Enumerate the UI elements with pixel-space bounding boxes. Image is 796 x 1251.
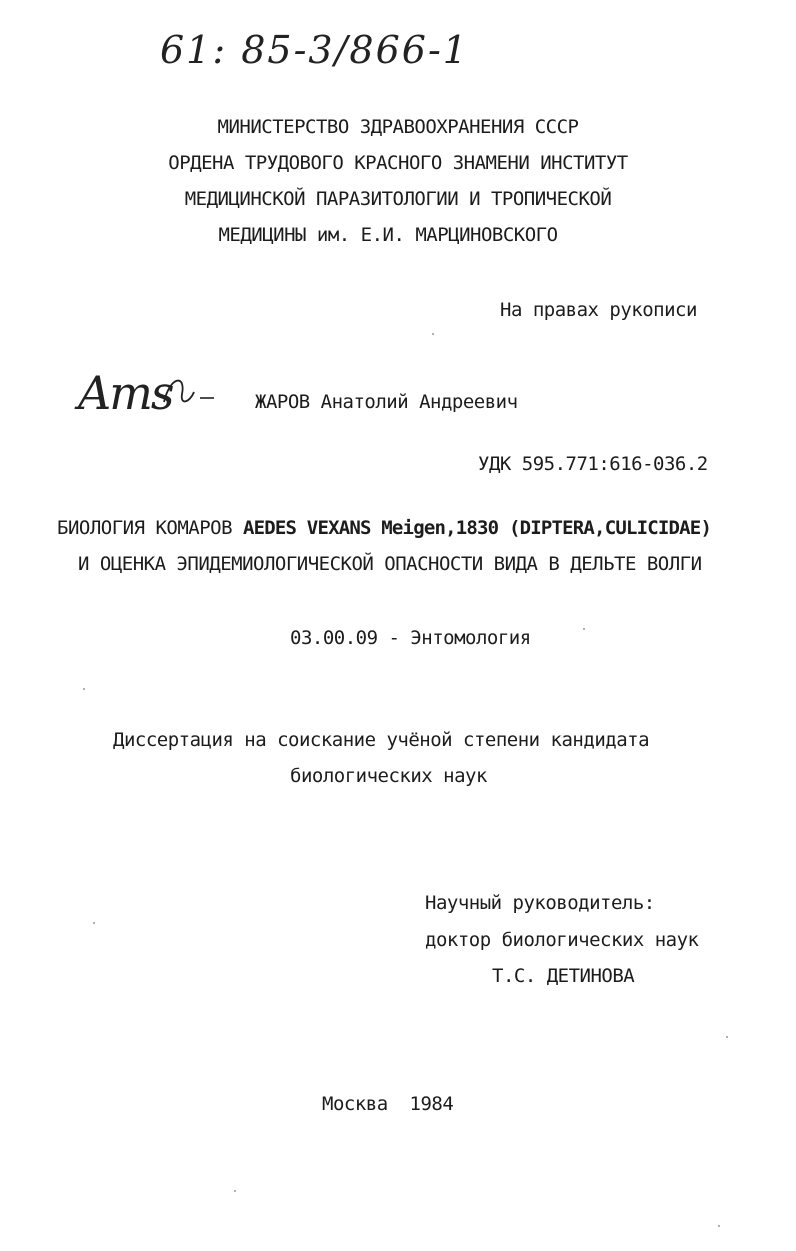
scan-speck bbox=[718, 1225, 720, 1227]
dissertation-line-1: Диссертация на соискание учёной степени кандидата bbox=[113, 729, 650, 751]
author-signature: Ams bbox=[78, 366, 173, 420]
manuscript-rights: На правах рукописи bbox=[500, 299, 697, 321]
institution-line-3: МЕДИЦИНСКОЙ ПАРАЗИТОЛОГИИ И ТРОПИЧЕСКОЙ bbox=[184, 188, 612, 210]
place-year: Москва 1984 bbox=[322, 1093, 454, 1115]
title-prefix: БИОЛОГИЯ КОМАРОВ bbox=[57, 517, 243, 539]
title-latin-name: AEDES VEXANS Meigen,1830 (DIPTERA,CULICIDAE) bbox=[242, 517, 712, 539]
scan-speck bbox=[83, 688, 85, 690]
institution-line-2: ОРДЕНА ТРУДОВОГО КРАСНОГО ЗНАМЕНИ ИНСТИТУТ bbox=[168, 152, 628, 174]
signature-flourish bbox=[160, 372, 220, 412]
scan-speck bbox=[583, 628, 585, 630]
institution-line-4: МЕДИЦИНЫ им. Е.И. МАРЦИНОВСКОГО bbox=[218, 224, 558, 246]
supervisor-label: Научный руководитель: bbox=[425, 892, 655, 914]
author-name: ЖАРОВ Анатолий Андреевич bbox=[255, 391, 518, 413]
specialty: 03.00.09 - Энтомология bbox=[290, 627, 531, 649]
archive-number: 61: 85-3/866-1 bbox=[160, 28, 469, 72]
scan-speck bbox=[432, 333, 434, 335]
supervisor-name: Т.С. ДЕТИНОВА bbox=[492, 965, 635, 987]
title-line-2: И ОЦЕНКА ЭПИДЕМИОЛОГИЧЕСКОЙ ОПАСНОСТИ ВИДА В ДЕЛЬТЕ ВОЛГИ bbox=[78, 553, 702, 575]
scan-speck bbox=[93, 922, 95, 924]
title-line-1 bbox=[57, 516, 711, 540]
scan-speck bbox=[234, 1190, 236, 1192]
dissertation-line-2: биологических наук bbox=[290, 765, 487, 787]
institution-line-1: МИНИСТЕРСТВО ЗДРАВООХРАНЕНИЯ СССР bbox=[217, 116, 579, 138]
scan-speck bbox=[726, 1036, 728, 1038]
supervisor-degree: доктор биологических наук bbox=[425, 929, 699, 951]
udc-code: УДК 595.771:616-036.2 bbox=[478, 453, 708, 475]
